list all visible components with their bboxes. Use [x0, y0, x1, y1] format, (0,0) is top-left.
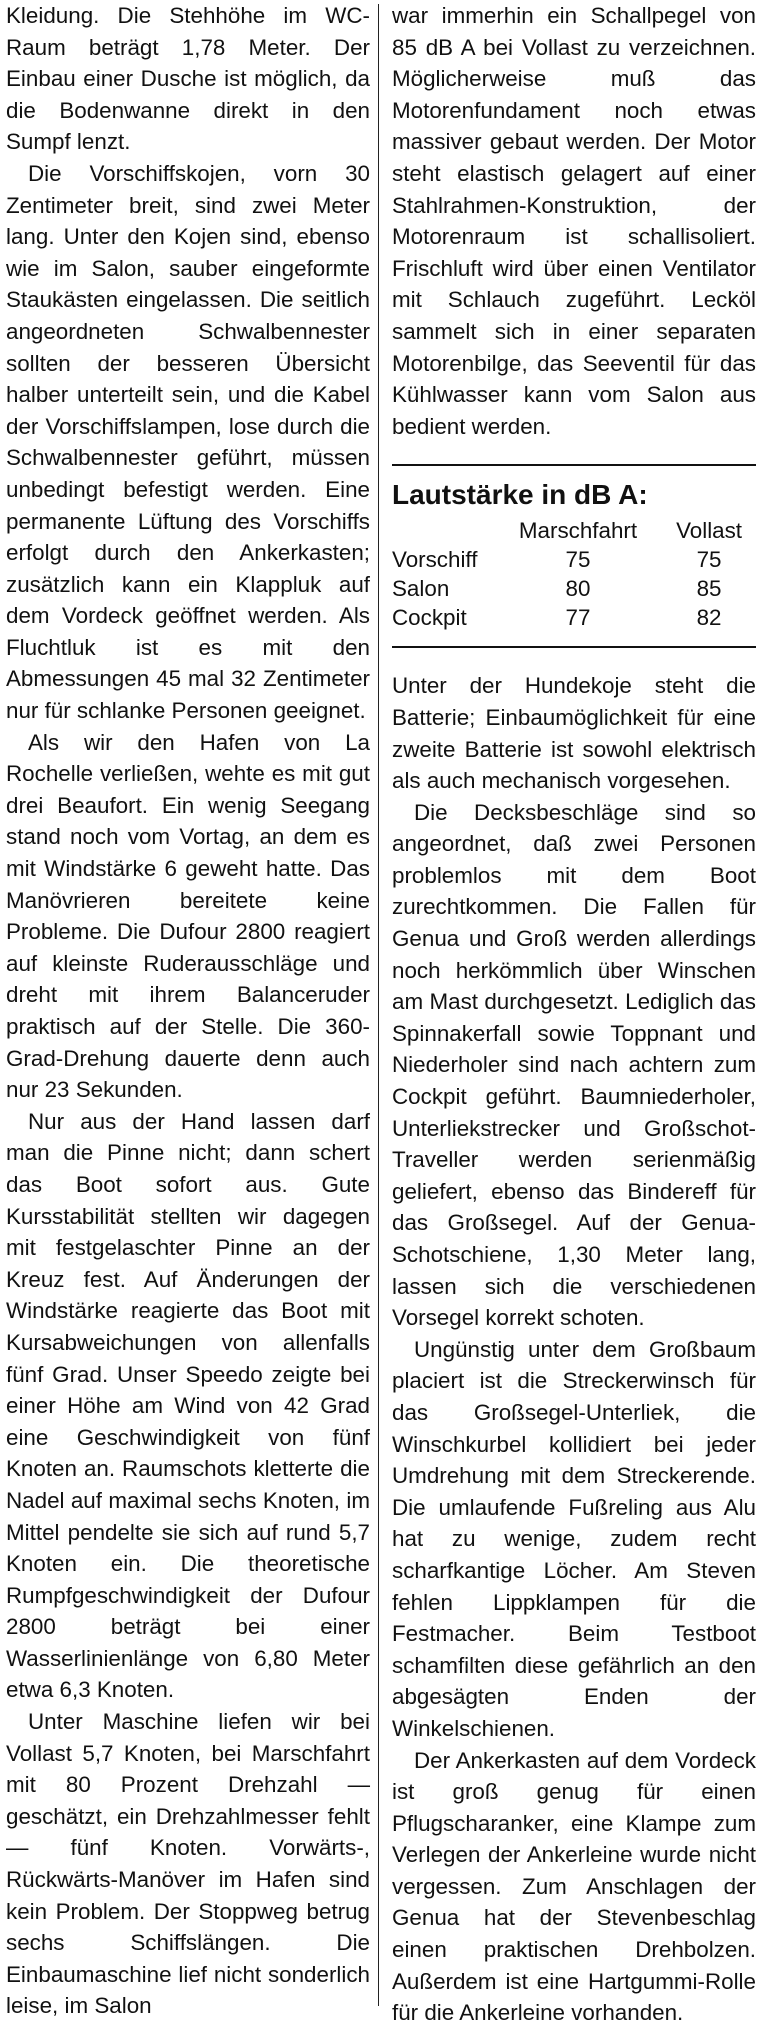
paragraph: Unter Maschine liefen wir bei Vollast 5,7 Knoten, bei Marschfahrt mit 80 Prozent Drehzahl — geschätzt, ein Drehzahlmesser fehlt — fünf Knoten. Vorwärts-, Rückwärts-Manöver im Hafen sind kein Problem. Der Stoppweg betrug sechs Schiffslängen. Die Einbaumaschine lief nicht sonderlich leise, im Salon	[6, 1709, 370, 2019]
left-column	[6, 0, 370, 2022]
sound-level-box	[392, 464, 756, 648]
cell-marschfahrt: 75	[565, 547, 591, 573]
table-row	[392, 545, 756, 574]
column-header: Marschfahrt	[518, 518, 638, 544]
paragraph: Unter der Hundekoje steht die Batterie; Einbaumöglichkeit für eine zweite Batterie ist sowohl elektrisch als auch mechanisch vorgesehen.	[392, 673, 756, 794]
paragraph: Die Vorschiffskojen, vorn 30 Zentimeter breit, sind zwei Meter lang. Unter den Kojen sind, ebenso wie im Salon, sauber eingeformte Staukästen eingelassen. Die seitlich angeordneten Schwalbennester sollten der besseren Übersicht halber unterteilt sein, und die Kabel der Vorschiffslampen, lose durch die Schwalbennester geführt, müssen unbedingt befestigt werden. Eine permanente Lüftung des Vorschiffs erfolgt durch den Ankerkasten; zusätzlich kann ein Klappluk auf dem Vordeck geöffnet werden. Als Fluchtluk ist es mit den Abmessungen 45 mal 32 Zentimeter nur für schlanke Personen geeignet.	[6, 160, 370, 724]
sound-level-title: Lautstärke in dB A:	[392, 479, 648, 511]
cell-marschfahrt: 77	[565, 605, 591, 631]
paragraph: Als wir den Hafen von La Rochelle verließen, wehte es mit gut drei Beaufort. Ein wenig Seegang stand noch vom Vortag, an dem es mit Windstärke 6 geweht hatte. Das Manövrieren bereitete keine Probleme. Die Dufour 2800 reagiert auf kleinste Ruderausschläge und dreht mit ihrem Balanceruder praktisch auf der Stelle. Die 360-Grad-Drehung dauerte denn auch nur 23 Sekunden.	[6, 729, 370, 1103]
empty-header	[392, 516, 494, 545]
cell-marschfahrt: 80	[565, 576, 591, 602]
sound-level-table	[392, 516, 756, 632]
row-label: Vorschiff	[392, 547, 478, 573]
table-row	[392, 574, 756, 603]
paragraph: Nur aus der Hand lassen darf man die Pinne nicht; dann schert das Boot sofort aus. Gute Kursstabilität stellten wir dagegen mit festgelaschter Pinne an der Kreuz fest. Auf Änderungen der Windstärke reagierte das Boot mit Kursabweichungen von allenfalls fünf Grad. Unser Speedo zeigte bei einer Höhe am Wind von 42 Grad eine Geschwindigkeit von fünf Knoten an. Raumschots kletterte die Nadel auf maximal sechs Knoten, im Mittel pendelte sie sich auf rund 5,7 Knoten ein. Die theoretische Rumpfgeschwindigkeit der Dufour 2800 beträgt bei einer Wasserlinienlänge von 6,80 Meter etwa 6,3 Knoten.	[6, 1108, 370, 1703]
cell-vollast: 85	[696, 576, 722, 602]
cell-vollast: 82	[696, 605, 722, 631]
paragraph: war immerhin ein Schallpegel von 85 dB A bei Vollast zu verzeichnen. Möglicherweise muß das Motorenfundament noch etwas massiver gebaut werden. Der Motor steht elastisch gelagert auf einer Stahlrahmen-Konstruktion, der Motorenraum ist schallisoliert. Frischluft wird über einen Ventilator mit Schlauch zugeführt. Lecköl sammelt sich in einer separaten Motorenbilge, das Seeventil für das Kühlwasser kann vom Salon aus bedient werden.	[392, 3, 756, 439]
column-divider	[378, 4, 379, 2006]
paragraph: Die Decksbeschläge sind so angeordnet, daß zwei Personen problemlos mit dem Boot zurechtkommen. Die Fallen für Genua und Groß werden allerdings noch herkömmlich über Winschen am Mast durchgesetzt. Lediglich das Spinnakerfall sowie Toppnant und Niederholer sind nach achtern zum Cockpit geführt. Baumniederholer, Unterliekstrecker und Großschot-Traveller werden serienmäßig geliefert, ebenso das Bindereff für das Großsegel. Auf der Genua-Schotschiene, 1,30 Meter lang, lassen sich die verschiedenen Vorsegel korrekt schoten.	[392, 799, 756, 1331]
table-header-row	[392, 516, 756, 545]
column-header: Vollast	[676, 518, 743, 544]
right-column	[392, 0, 756, 2029]
paragraph: Ungünstig unter dem Großbaum placiert ist die Streckerwinsch für das Großsegel-Unterliek, die Winschkurbel kollidiert bei jeder Umdrehung mit dem Streckerende. Die umlaufende Fußreling aus Alu hat zu wenige, zudem recht scharfkantige Löcher. Am Steven fehlen Lippklampen für die Festmacher. Beim Testboot schamfilten diese gefährlich an den abgesägten Enden der Winkelschienen.	[392, 1336, 756, 1741]
row-label: Salon	[392, 576, 450, 602]
table-row	[392, 603, 756, 632]
paragraph: Der Ankerkasten auf dem Vordeck ist groß genug für einen Pflugscharanker, eine Klampe zum Verlegen der Ankerleine wurde nicht vergessen. Zum Anschlagen der Genua hat der Stevenbeschlag einen praktischen Drehbolzen. Außerdem ist eine Hartgummi-Rolle für die Ankerleine vorhanden.	[392, 1747, 756, 2026]
row-label: Cockpit	[392, 605, 467, 631]
paragraph: Kleidung. Die Stehhöhe im WC-Raum beträgt 1,78 Meter. Der Einbau einer Dusche ist möglich, da die Bodenwanne direkt in den Sumpf lenzt.	[6, 3, 370, 155]
cell-vollast: 75	[696, 547, 722, 573]
